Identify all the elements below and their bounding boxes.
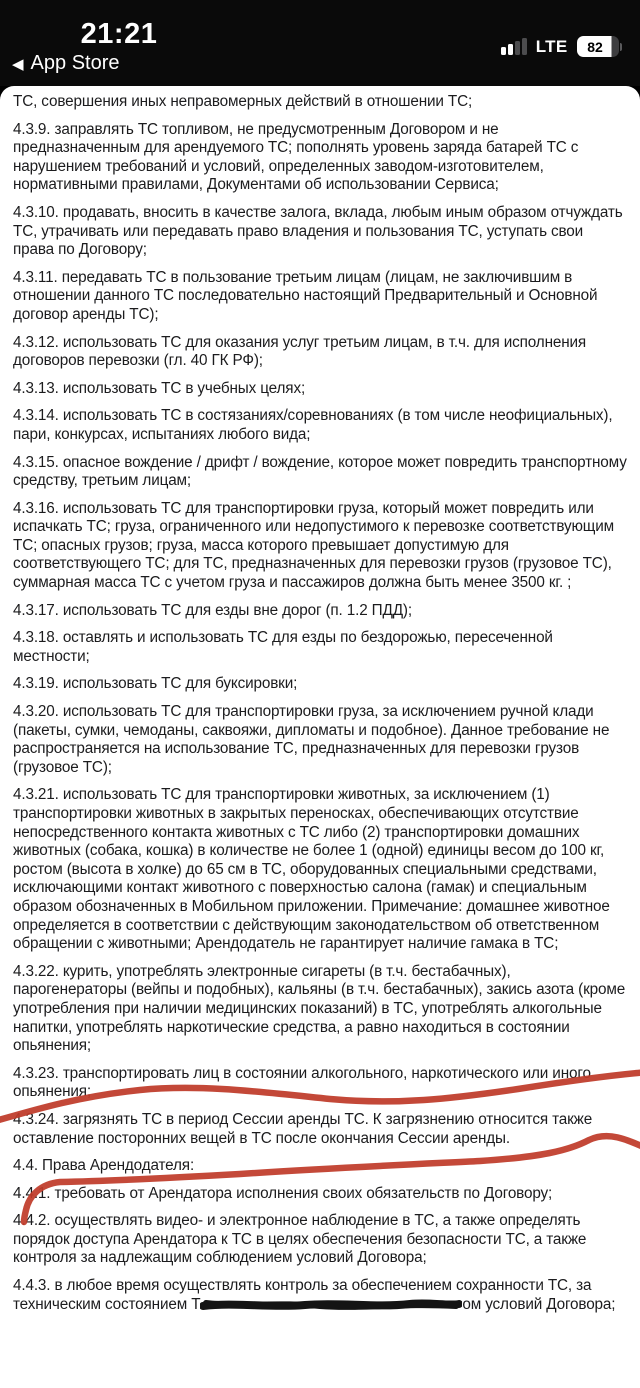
status-indicators bbox=[501, 36, 622, 57]
battery-percent: 82 bbox=[587, 38, 603, 55]
clauses bbox=[13, 121, 627, 1315]
clause-paragraph: 4.3.15. опасное вождение / дрифт / вождение, которое может повредить транспортному средству, третьим лицам; bbox=[13, 453, 627, 490]
clause-paragraph: 4.3.18. оставлять и использовать ТС для езды по бездорожью, пересеченной местности; bbox=[13, 629, 553, 665]
clause-paragraph: 4.3.24. загрязнять ТС в период Сессии аренды ТС. К загрязнению относится также оставление посторонних вещей в ТС после окончания Сессии аренды. bbox=[13, 1110, 593, 1147]
clause-paragraph: 4.3.9. заправлять ТС топливом, не предусмотренным Договором и не предназначенным для арендуемого ТС; пополнять уровень заряда батарей ТС с нарушением требований и условий, определенных заводом-изготовителем, нормативными правилами, Документами об использовании Сервиса; bbox=[13, 120, 579, 194]
clause-text: 4.4.3. в любое время осуществлять контроль за обеспечением сохранности ТС, за техническим состоянием Т bbox=[13, 1277, 592, 1313]
clause-paragraph: 4.3.14. использовать ТС в состязаниях/соревнованиях (в том числе неофициальных), пари, конкурсах, испытаниях любого вида; bbox=[13, 407, 613, 443]
clause-paragraph: 4.3.10. продавать, вносить в качестве залога, вклада, любым иным образом отчуждать ТС, утрачивать или передавать право владения и пользования ТС, уступать свои права по Договору; bbox=[13, 203, 623, 259]
clause-paragraph: 4.3.20. использовать ТС для транспортировки груза, за исключением ручной клади (пакеты, сумки, чемоданы, саквояжи, дипломаты и подобное). Данное требование не распространяется на использование ТС, предназначенных для перевозки грузов (грузовое ТС); bbox=[13, 703, 610, 776]
clause-paragraph: 4.3.22. курить, употреблять электронные сигареты (в т.ч. бестабачных), парогенераторы (вейпы и подобных), кальяны (в т.ч. бестабачных), закись азота (кроме употребления при наличии медицинских показаний) в ТС, употреблять алкогольные напитки, употреблять наркотические средства, а равно находиться в состоянии опьянения; bbox=[13, 962, 626, 1055]
clause-paragraph bbox=[13, 1277, 627, 1314]
document-page[interactable] bbox=[0, 86, 640, 1388]
cellular-signal-icon bbox=[501, 38, 527, 55]
clause-paragraph: 4.3.16. использовать ТС для транспортировки груза, который может повредить или испачкать ТС; груза, ограниченного или недопустимого к перевозке соответствующим ТС; опасных грузов; груза, масса которого превышает допустимую для соответствующего ТС; для ТС, предназначенных для перевозки грузов (грузовое ТС), суммарная масса ТС с учетом груза и пассажиров должна быть менее 3500 кг. ; bbox=[13, 499, 614, 592]
clause-paragraph: 4.3.17. использовать ТС для езды вне дорог (п. 1.2 ПДД); bbox=[13, 601, 412, 619]
clause-paragraph: 4.4.1. требовать от Арендатора исполнения своих обязательств по Договору; bbox=[13, 1184, 553, 1202]
paragraph-continuation: ТС, совершения иных неправомерных действий в отношении ТС; bbox=[13, 93, 473, 110]
status-bar bbox=[0, 0, 640, 86]
battery-icon bbox=[577, 36, 623, 57]
back-to-app-button[interactable] bbox=[12, 52, 120, 75]
clock: 21:21 bbox=[80, 18, 158, 50]
back-app-label: App Store bbox=[30, 52, 120, 74]
clause-paragraph: 4.4.2. осуществлять видео- и электронное наблюдение в ТС, а также определять порядок доступа Арендатора к ТС в целях обеспечения безопасности ТС, а также контроля за надлежащим соблюдением условий Договора; bbox=[13, 1212, 587, 1267]
clause-paragraph: 4.3.23. транспортировать лиц в состоянии алкогольного, наркотического или иного опьянения; bbox=[13, 1064, 591, 1101]
clause-paragraph: 4.3.21. использовать ТС для транспортировки животных, за исключением (1) транспортировки животных в закрытых переносках, обеспечивающих отсутствие непосредственного контакта животных с ТС либо (2) транспортировки домашних животных (собака, кошка) в количестве не более 1 (одной) единицы весом до 100 кг, ростом (высота в холке) до 65 см в ТС, оборудованных специальными средствами, исключающими контакт животного с поверхностью салона (гамак) и специальным образом обозначенных в Мобильном приложении. Примечание: домашнее животное определяется в соответствии с действующим законодательством об ответственном обращении с животными; Арендодатель не гарантирует наличие гамака в ТС; bbox=[13, 786, 610, 953]
clause-paragraph: 4.3.19. использовать ТС для буксировки; bbox=[13, 675, 298, 693]
clause-paragraph: 4.3.11. передавать ТС в пользование третьим лицам (лицам, не заключившим в отношении данного ТС последовательно настоящий Предварительный и Основной договор аренды ТС); bbox=[13, 268, 598, 323]
black-scribble-redaction bbox=[200, 1298, 462, 1311]
clause-paragraph: 4.3.13. использовать ТС в учебных целях; bbox=[13, 379, 306, 397]
network-type-label: LTE bbox=[535, 36, 568, 56]
clause-text: ом условий Договора; bbox=[462, 1295, 616, 1313]
clause-paragraph: 4.4. Права Арендодателя: bbox=[13, 1157, 195, 1175]
clause-paragraph: 4.3.12. использовать ТС для оказания услуг третьим лицам, в т.ч. для исполнения договоров перевозки (гл. 40 ГК РФ); bbox=[13, 333, 587, 370]
back-chevron-icon: ◀ bbox=[12, 56, 24, 73]
